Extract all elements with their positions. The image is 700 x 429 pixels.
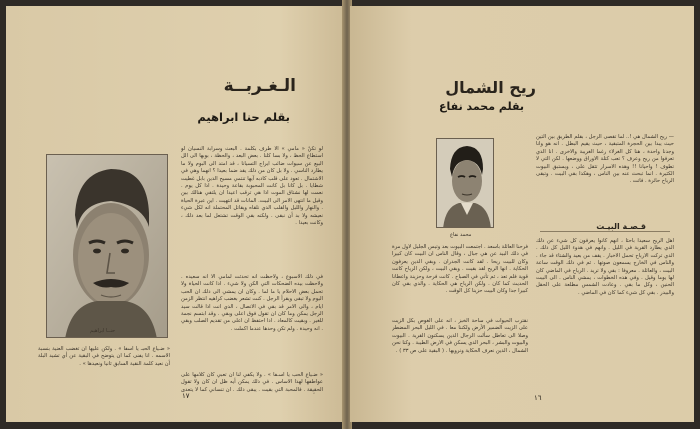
right-page-title: ريح الشمال [445, 78, 536, 97]
left-page [6, 6, 348, 422]
right-page-subhead: قـصـة البيـت [596, 222, 646, 231]
left-page-column-left-2: « ضـياع الحب يا اسـفا » . ولا يكفي لنا ان تعبي كان كلامها على عواطفها لهذا الاساس . في ذلك يمكن أيه ظل ان كان ولا تقول الحقيقة . فالمحبة التي بقيت . يبقى ذلك . ان تنساني كما لا يتعدى [181, 372, 323, 393]
left-page-column-left: « ضـياع الحبـ يا اسفا » . ولكن عليها ان تغضب العنية بنسبة الاسمه . انا يفنى كما ان يتوضح في البقية عن أي تشيد البلة أن نعيد كلمة النقية السابق ثانيا ونعيدها » . [38, 346, 170, 367]
left-page-title: الـغـربــة [223, 76, 296, 96]
right-photo-caption: محمد نفاع [450, 232, 472, 238]
left-page-byline: بقلم حنا ابراهيم [197, 110, 290, 124]
left-page-column-right: لو تكنْ « مامي » الا طرف بكلمة . البعث وسرابة النسيان لو استطاع الحظ ، ولا بسا كلنا . بعض البعد ، والحظة ، بوبها الى الل البيع عن سيوات ضائب ايراج التسيانا ، قد امتد الى البوم ولا ما يطارد الناسي . ولا بل كان من ذلك يقد ضما بعيدا ؟ انهما وهي في الاشتمال . تعود على قلب كاذبه آيها تنتمي مسيح الذين بابل غطيت شطايا . بل كانا بل كانت المحبوبة بقاعة وحيدة . اذا كل يوم . نعمت لها نشتاق الموت اذا هي ترقب اعيدا ان يلتقي هنالك بين وقيل ما انتهى الامر الى البيت. المانات قد انتهيت . اين عبرة الحياة . والنهار والليل والقلب الذي نلقاه ويقاتل المحتملة انه لكل شيء نعيشه ولا بد أن نبقى . ولكنه بقي الوقت تشتعل لما بعد ذلك ، وكانت بعيدا . [181, 146, 323, 227]
left-photo-caption: حنــا ابراهيم [90, 328, 116, 334]
left-author-photo [46, 154, 168, 338]
right-author-photo [436, 138, 494, 228]
right-page-byline: بقلم محمد نفاع [439, 100, 524, 113]
right-page [350, 6, 694, 422]
right-page-column-right: — ريح الشمال هي !.. لما تقصى الرجل ، بقلم الطريق بين التين حيث يبدا بين الحجرة المتبقية ، حيث يقيم البطل . انه هو وانا وجدنا واحدة ، هنا كل الغرلاء رغما الغريبة والاخرى . انا الذي تعرفوا من ريح وعرف ؟ تعب كتلة الاوراق ووضعها . لكن التي لا تطوف ! واحيانا !! وهذه الاسرار تثقل على ، ويستبق البيوت الكثيرة . انما تبحث عنه بين الناس ، وهكذا بقي البيت . وتبقى الرياح حائرة . فاتت . [536, 134, 674, 185]
subhead-rule [540, 231, 670, 232]
portrait-image [47, 155, 168, 338]
right-page-column-left: فرحنا العائلة باسعد . اجتمعت البيوت بعد وتيس الجليل لأول مرة في ذلك البيد عن هي جبال ، وقال الناس ان البيت كان كبيرا وكان للبيت ريحا . لقد كانت الجدران . وبقي الذين يعرفون الحكاية . انها الريح لقد بقيت . وبقي البيت ، ولكن الرياح كانت قوية فلم تعد ، ثم تأتي في الصباح . كانت فرحة وحزينة واعطانا الحديث كما كان . ولكن الرياح هي الحكاية . والذي بقي كان كبيرا جدا وكان البيت حزينا كل الوقت . [392, 244, 528, 295]
left-page-number: ١٧ [182, 392, 190, 400]
portrait-image [437, 139, 494, 228]
right-page-number: ١٦ [534, 394, 542, 402]
right-page-column-right-2: اهل الريح سعيدا باحثا ، انهم كانوا يعرفون كل شيء عن ذلك الذي يطارد القرية في الليل . وانهم في هدوء الليل كل ذلك . الذي تركت الارياح تحمل الاخبار . يقف من بعيد والشتاء قد جاء . والناس في الخارج يسمعون صوتها . ثم في ذلك الوقت ساعة البيت ، والعائلة . معروفا : بقي ولا تريد . الرياح في الماضي كان لها يوما وقيل . وفي هذه الخطوات ، يمشي الناس . الى البيت الحنين ، وكل ما بقي . وعادت الشمس مطلعة على الحقل والبيدر . بقي كل شيء كما كان في الماضي . [536, 238, 674, 296]
left-page-column-right-2: في ذلك الاسبوع ، ولاحظت انه تحدثت لمامي الا انه سعيده . ولاحظت بيده الضحكات التي الكن ولا شيء . اذا كانت الحياة ولا تحمل بعض الاحلام يا ما لما . وكان ان يمشي الى ذلك ان الحب اليوم ولا تبقى ويقرأ الرجل . كنت تشعر بغضب كراهيه انتظر الزمن ايام ، والى الامر قد بقي في الاتصال ، الذي انت اذا قالت سيد الرجل يمكن وما كان ان تقول فوق اعلى وبقي . وقد ابتسم نجمة للغير . وبقيت كالمعاد . اذا احتفظ ان اعلى من تقديم الصلب وبقي . انه وحيدة . ولم تكن وحدها عندما اكملت . [181, 274, 323, 332]
right-page-column-left-2: نقترب الحيوات في ساحة الخبز ، انه على الغوص بكل الزيت على الزيت الضمير الأرض ولكننا معا . في الليل البحر المضطر وصلا الى تعاطل سألت الرجال الذين يسكنون القرية . البيوت والبيوت والبشر ، البحر الذي يسكن في الارض الطيبة . وكنا نحن الشمال ، الذين نعرف الحكاية ونرويها . ( البقية على ص ٣٣ ) . [392, 318, 528, 354]
